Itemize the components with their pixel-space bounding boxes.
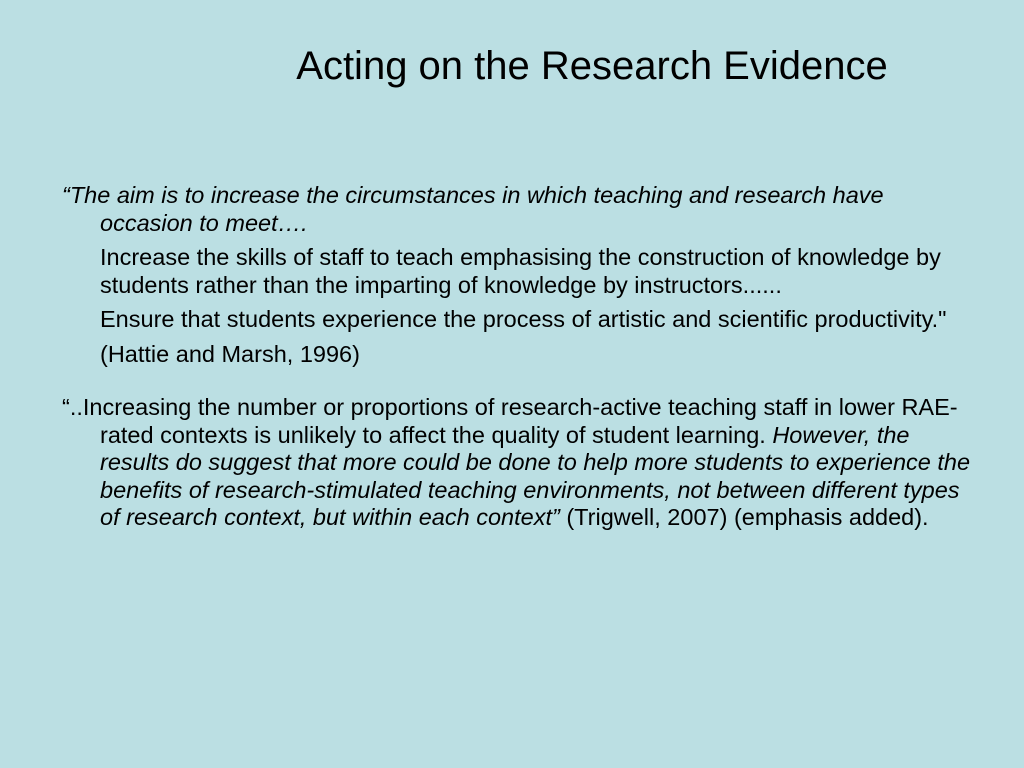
paragraph-spacer	[62, 368, 972, 394]
quote-2-italic: However, the results do suggest that more could be done to help more students to experience the benefits of research-stimulated teaching environments, not between different types of research context, but within each context”	[100, 421, 971, 530]
quote-1-point-2: Ensure that students experience the process of artistic and scientific productivity."	[100, 306, 947, 332]
quote-1-lead: “The aim is to increase the circumstances in which teaching and research have occasion to meet….	[62, 182, 884, 236]
quote-1-citation: (Hattie and Marsh, 1996)	[100, 340, 360, 367]
slide-body	[62, 182, 972, 532]
quote-2-citation: (Trigwell, 2007) (emphasis added).	[559, 504, 929, 530]
quote-2-plain: “..Increasing the number or proportions of research-active teaching staff in lower RAE-rated contexts is unlikely to affect the quality of student learning.	[62, 394, 958, 448]
slide-title: Acting on the Research Evidence	[296, 44, 888, 88]
quote-1-point-1: Increase the skills of staff to teach emphasising the construction of knowledge by students rather than the imparting of knowledge by instructors......	[100, 244, 941, 298]
quote-2	[62, 394, 972, 532]
